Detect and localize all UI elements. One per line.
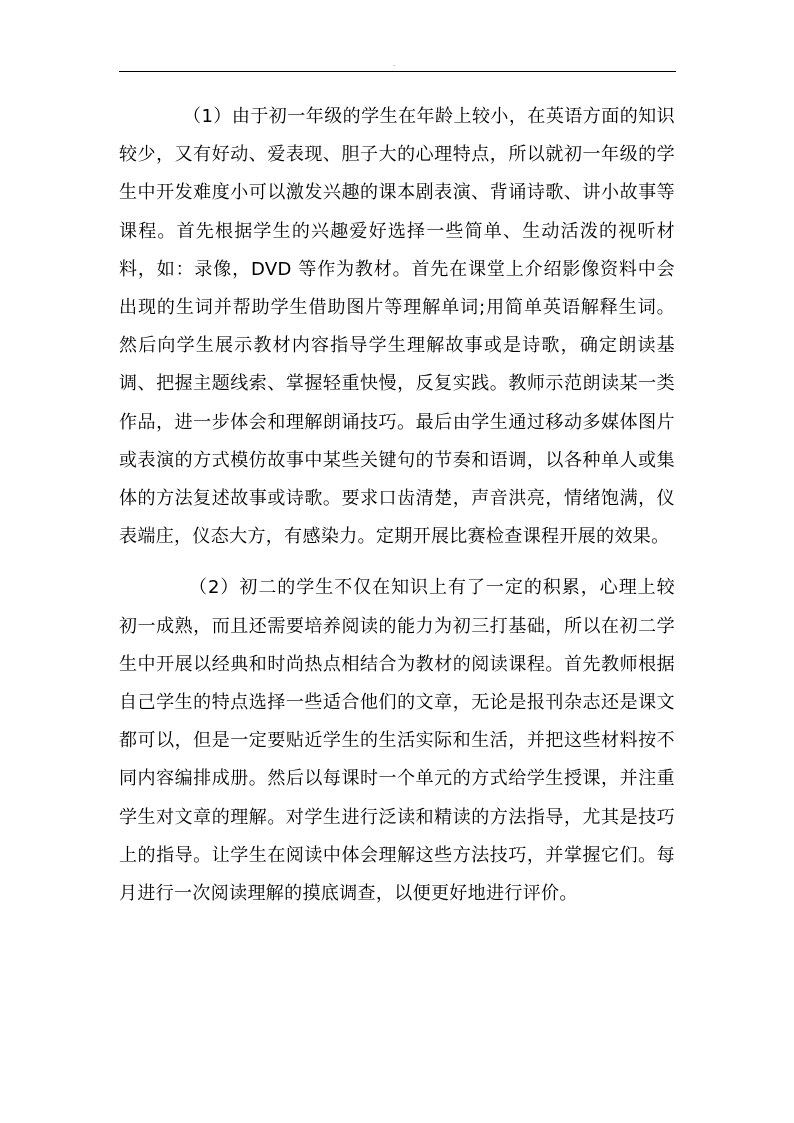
paragraph-grade-one: （1）由于初一年级的学生在年龄上较小，在英语方面的知识较少，又有好动、爱表现、胆子大的心理特点，所以就初一年级的学生中开发难度小可以激发兴趣的课本剧表演、背诵诗歌、讲小故事等课程。首先根据学生的兴趣爱好选择一些简单、生动活泼的视听材料，如：录像，DVD 等作为教材。首先在课堂上介绍影像资料中会出现的生词并帮助学生借助图片等理解单词;用简单英语解释生词。然后向学生展示教材内容指导学生理解故事或是诗歌，确定朗读基调、把握主题线索、掌握轻重快慢，反复实践。教师示范朗读某一类作品，进一步体会和理解朗诵技巧。最后由学生通过移动多媒体图片或表演的方式模仿故事中某些关键句的节奏和语调，以各种单人或集体的方法复述故事或诗歌。要求口齿清楚，声音洪亮，情绪饱满，仪表端庄，仪态大方，有感染力。定期开展比赛检查课程开展的效果。 [119, 106, 675, 548]
header-mark: . [393, 60, 396, 68]
header-rule [119, 71, 676, 72]
document-body [119, 98, 675, 913]
paragraph-grade-two: （2）初二的学生不仅在知识上有了一定的积累，心理上较初一成熟，而且还需要培养阅读的能力为初三打基础，所以在初二学生中开展以经典和时尚热点相结合为教材的阅读课程。首先教师根据自己学生的特点选择一些适合他们的文章，无论是报刊杂志还是课文都可以，但是一定要贴近学生的生活实际和生活，并把这些材料按不同内容编排成册。然后以每课时一个单元的方式给学生授课，并注重学生对文章的理解。对学生进行泛读和精读的方法指导，尤其是技巧上的指导。让学生在阅读中体会理解这些方法技巧，并掌握它们。每月进行一次阅读理解的摸底调查，以便更好地进行评价。 [119, 577, 675, 905]
